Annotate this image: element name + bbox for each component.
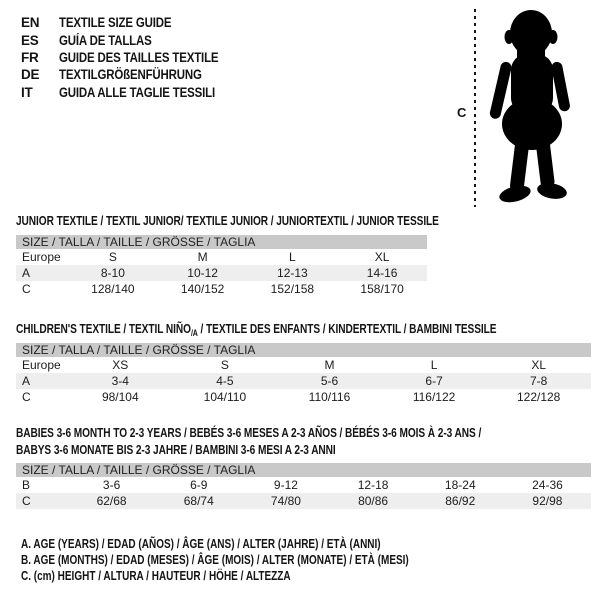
table-cell: M bbox=[324, 358, 335, 372]
table-cell: 128/140 bbox=[91, 282, 135, 296]
table-cell: 140/152 bbox=[180, 282, 225, 296]
table-cell: 104/110 bbox=[203, 390, 247, 404]
lang-row-fr bbox=[21, 49, 247, 66]
table-cell: 80/86 bbox=[358, 494, 389, 508]
toddler-silhouette bbox=[479, 8, 585, 208]
lang-code: EN bbox=[21, 15, 40, 31]
lang-row-en bbox=[21, 14, 247, 31]
table-cell: 12-18 bbox=[357, 478, 389, 492]
legend-text: B. AGE (MONTHS) / EDAD (MESES) / ÂGE (MOIS) / ALTER (MONATE) / ETÀ (MESI) bbox=[21, 553, 409, 568]
table-cell: L bbox=[289, 250, 296, 264]
table-rows bbox=[16, 249, 427, 297]
row-label: B bbox=[22, 478, 31, 492]
lang-code: IT bbox=[21, 84, 33, 100]
lang-row-de bbox=[21, 66, 247, 83]
babies-textile-section bbox=[16, 424, 591, 509]
table-row bbox=[16, 477, 591, 493]
table-row bbox=[16, 373, 591, 389]
legend-line-b bbox=[21, 552, 506, 568]
table-cell: 3-6 bbox=[102, 478, 121, 492]
children-table-title bbox=[16, 321, 496, 338]
table-row bbox=[16, 281, 427, 297]
legend-line-c bbox=[21, 568, 506, 584]
language-title-block bbox=[21, 14, 247, 101]
table-title-wrap bbox=[16, 424, 591, 458]
table-title-wrap bbox=[16, 320, 591, 338]
table-cell: 92/98 bbox=[532, 494, 563, 508]
lang-title: GUÍA DE TALLAS bbox=[59, 32, 152, 48]
table-rows bbox=[16, 357, 591, 405]
table-row bbox=[16, 389, 591, 405]
row-label: Europe bbox=[22, 358, 61, 372]
title-subscript: /A bbox=[190, 328, 198, 338]
table-cell: S bbox=[108, 250, 117, 264]
table-cell: 7-8 bbox=[530, 374, 548, 388]
legend-text: A. AGE (YEARS) / EDAD (AÑOS) / ÂGE (ANS) / ALTER (JAHRE) / ETÀ (ANNI) bbox=[21, 537, 381, 551]
lang-code: FR bbox=[21, 49, 39, 65]
table-cell: S bbox=[220, 358, 229, 372]
legend bbox=[21, 536, 506, 585]
table-cell: 122/128 bbox=[516, 390, 561, 404]
lang-title: GUIDA ALLE TAGLIE TESSILI bbox=[59, 84, 215, 100]
junior-size-table bbox=[16, 235, 427, 297]
lang-title: TEXTILGRÖßENFÜHRUNG bbox=[59, 67, 202, 83]
lang-row-es bbox=[21, 31, 247, 48]
table-cell: XL bbox=[374, 250, 390, 264]
table-cell: 3-4 bbox=[111, 374, 129, 388]
height-measure-label: C bbox=[457, 105, 467, 120]
babies-table-title-line1: BABIES 3-6 MONTH TO 2-3 YEARS / BEBÉS 3-6 MESES A 2-3 AÑOS / BÉBÉS 3-6 MOIS À 2-3 ANS / bbox=[16, 425, 482, 440]
lang-title: GUIDE DES TAILLES TEXTILE bbox=[59, 49, 219, 65]
row-label: C bbox=[22, 494, 31, 508]
row-label: A bbox=[22, 266, 31, 280]
babies-table-title-line2: BABYS 3-6 MONATE BIS 2-3 JAHRE / BAMBINI 3-6 MESI A 2-3 ANNI bbox=[16, 442, 336, 457]
size-header-bar: SIZE / TALLA / TAILLE / GRÖSSE / TAGLIA bbox=[16, 235, 427, 249]
table-cell: 4-5 bbox=[216, 374, 234, 388]
table-cell: 116/122 bbox=[412, 390, 456, 404]
row-label: Europe bbox=[22, 250, 61, 264]
table-cell: 24-36 bbox=[532, 478, 563, 492]
legend-text: C. (cm) HEIGHT / ALTURA / HAUTEUR / HÖHE / ALTEZZA bbox=[21, 569, 291, 584]
table-cell: 152/158 bbox=[270, 282, 315, 296]
lang-title: TEXTILE SIZE GUIDE bbox=[59, 15, 172, 31]
junior-textile-section bbox=[16, 212, 439, 297]
table-row bbox=[16, 249, 427, 265]
table-cell: 6-9 bbox=[190, 478, 208, 492]
legend-line-a bbox=[21, 536, 506, 552]
lang-row-it bbox=[21, 84, 247, 101]
table-cell: 86/92 bbox=[445, 494, 476, 508]
table-cell: 110/116 bbox=[308, 390, 351, 404]
table-cell: 74/80 bbox=[270, 494, 301, 508]
table-row bbox=[16, 265, 427, 281]
table-cell: 9-12 bbox=[273, 478, 298, 492]
size-header-bar: SIZE / TALLA / TAILLE / GRÖSSE / TAGLIA bbox=[16, 463, 591, 477]
row-label: C bbox=[22, 390, 31, 404]
table-cell: L bbox=[430, 358, 438, 372]
table-cell: 158/170 bbox=[360, 282, 404, 296]
table-cell: XS bbox=[112, 358, 129, 372]
row-label: A bbox=[22, 374, 31, 388]
title-suffix: / TEXTILE DES ENFANTS / KINDERTEXTIL / BAMBINI TESSILE bbox=[197, 321, 497, 336]
lang-code: ES bbox=[21, 32, 39, 48]
table-cell: 8-10 bbox=[100, 266, 125, 280]
table-cell: 62/68 bbox=[96, 494, 127, 508]
table-cell: 18-24 bbox=[444, 478, 476, 492]
babies-size-table bbox=[16, 463, 591, 509]
children-textile-section bbox=[16, 320, 591, 405]
table-title-wrap bbox=[16, 212, 439, 230]
table-cell: 14-16 bbox=[366, 266, 398, 280]
junior-table-title: JUNIOR TEXTILE / TEXTIL JUNIOR/ TEXTILE JUNIOR / JUNIORTEXTIL / JUNIOR TESSILE bbox=[16, 213, 439, 228]
size-header-bar: SIZE / TALLA / TAILLE / GRÖSSE / TAGLIA bbox=[16, 343, 591, 357]
height-measure-dotted-line bbox=[474, 9, 476, 207]
title-prefix: CHILDREN'S TEXTILE / TEXTIL NIÑO bbox=[16, 321, 191, 336]
children-size-table bbox=[16, 343, 591, 405]
row-label: C bbox=[22, 282, 31, 296]
table-cell: 68/74 bbox=[183, 494, 214, 508]
table-cell: 5-6 bbox=[320, 374, 339, 388]
table-cell: 98/104 bbox=[101, 390, 139, 404]
table-cell: 6-7 bbox=[425, 374, 443, 388]
table-row bbox=[16, 493, 591, 509]
table-row bbox=[16, 357, 591, 373]
table-cell: XL bbox=[531, 358, 547, 372]
lang-code: DE bbox=[21, 67, 40, 83]
table-cell: 12-13 bbox=[277, 266, 308, 280]
table-cell: 10-12 bbox=[187, 266, 218, 280]
table-rows bbox=[16, 477, 591, 509]
table-cell: M bbox=[197, 250, 208, 264]
